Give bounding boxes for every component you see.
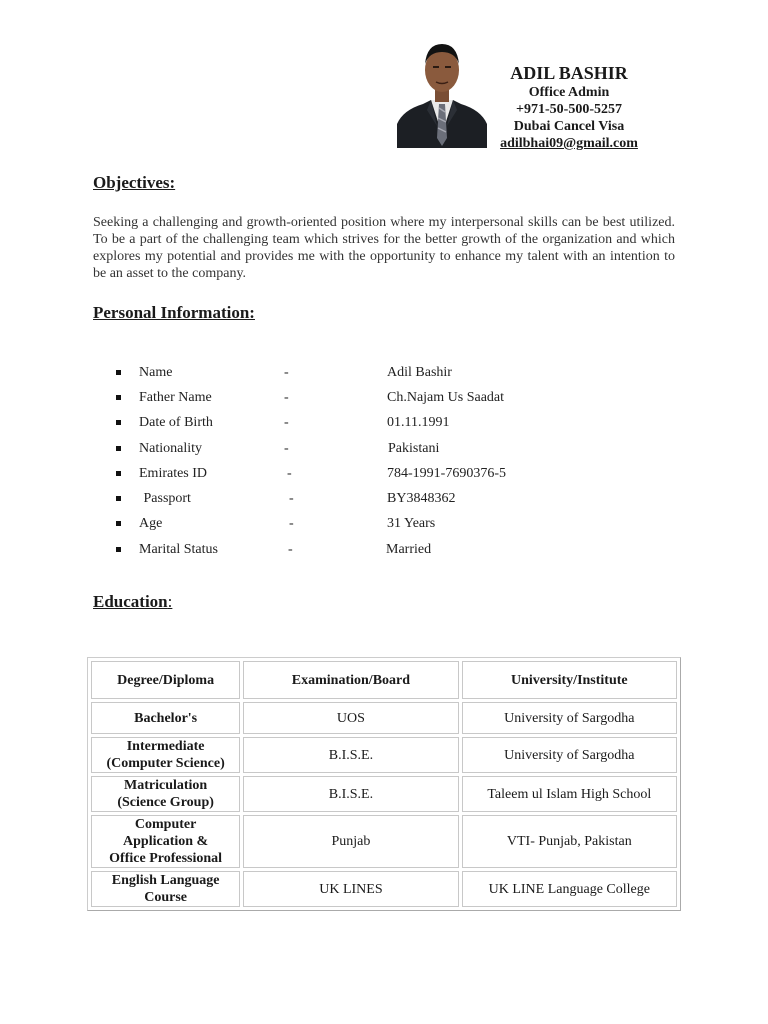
- table-row: [91, 776, 677, 812]
- bullet-icon: [116, 370, 121, 375]
- table-header-row: [91, 661, 677, 699]
- profile-photo: [397, 40, 487, 148]
- board-cell: UK LINES: [243, 871, 458, 907]
- candidate-name: ADIL BASHIR: [510, 63, 628, 83]
- table-row: [91, 871, 677, 907]
- info-dash: -: [289, 516, 294, 531]
- info-value: Adil Bashir: [387, 365, 452, 380]
- info-label: Nationality: [139, 441, 202, 456]
- education-heading: Education: [93, 592, 168, 611]
- info-value: Pakistani: [388, 441, 440, 456]
- bullet-icon: [116, 496, 121, 501]
- info-label: Father Name: [139, 390, 212, 405]
- degree-cell: Computer Application & Office Professional: [91, 815, 240, 868]
- personal-info-heading: Personal Information:: [93, 303, 255, 322]
- column-header-institute: University/Institute: [462, 661, 677, 699]
- info-dash: -: [284, 390, 289, 405]
- info-label: Age: [139, 516, 163, 531]
- board-cell: Punjab: [243, 815, 458, 868]
- column-header-board: Examination/Board: [243, 661, 458, 699]
- education-table: [87, 657, 681, 911]
- info-label: Name: [139, 365, 173, 380]
- education-heading-wrap: [93, 592, 172, 612]
- degree-cell: Matriculation (Science Group): [91, 776, 240, 812]
- info-value: 784-1991-7690376-5: [387, 466, 506, 481]
- info-value: 31 Years: [387, 516, 436, 531]
- institute-cell: University of Sargodha: [462, 737, 677, 773]
- bullet-icon: [116, 471, 121, 476]
- bullet-icon: [116, 395, 121, 400]
- objectives-heading: Objectives:: [93, 173, 176, 192]
- job-title: Office Admin: [528, 85, 610, 100]
- education-heading-colon: :: [167, 592, 173, 611]
- board-cell: B.I.S.E.: [243, 737, 458, 773]
- institute-cell: Taleem ul Islam High School: [462, 776, 677, 812]
- info-value: Married: [386, 542, 432, 557]
- info-dash: -: [288, 542, 293, 557]
- institute-cell: VTI- Punjab, Pakistan: [462, 815, 677, 868]
- info-dash: -: [287, 466, 292, 481]
- info-label: Date of Birth: [139, 415, 213, 430]
- info-label: Passport: [140, 491, 191, 506]
- board-cell: B.I.S.E.: [243, 776, 458, 812]
- info-dash: -: [284, 415, 289, 430]
- table-row: [91, 702, 677, 734]
- board-cell: UOS: [243, 702, 458, 734]
- info-dash: -: [284, 365, 289, 380]
- institute-cell: University of Sargodha: [462, 702, 677, 734]
- info-value: BY3848362: [387, 491, 456, 506]
- info-dash: -: [289, 491, 294, 506]
- table-row: [91, 737, 677, 773]
- info-label: Marital Status: [139, 542, 218, 557]
- degree-cell: Intermediate (Computer Science): [91, 737, 240, 773]
- email-link[interactable]: adilbhai09@gmail.com: [500, 136, 638, 151]
- bullet-icon: [116, 521, 121, 526]
- info-label: Emirates ID: [139, 466, 208, 481]
- info-value: Ch.Najam Us Saadat: [387, 390, 505, 405]
- objectives-text: Seeking a challenging and growth-oriented position where my interpersonal skills can be best utilized. To be a part of the challenging team which strives for the better growth of the organization and which explores my potential and provides me with the opportunity to enhance my talent with an intention to be an asset to the company.: [93, 215, 675, 281]
- phone-number: +971-50-500-5257: [516, 102, 622, 117]
- degree-cell: Bachelor's: [91, 702, 240, 734]
- bullet-icon: [116, 547, 121, 552]
- info-value: 01.11.1991: [387, 415, 450, 430]
- bullet-icon: [116, 420, 121, 425]
- bullet-icon: [116, 446, 121, 451]
- column-header-degree: Degree/Diploma: [91, 661, 240, 699]
- contact-header: [488, 62, 650, 152]
- table-row: [91, 815, 677, 868]
- info-dash: -: [284, 441, 289, 456]
- degree-cell: English Language Course: [91, 871, 240, 907]
- institute-cell: UK LINE Language College: [462, 871, 677, 907]
- visa-status: Dubai Cancel Visa: [513, 119, 625, 134]
